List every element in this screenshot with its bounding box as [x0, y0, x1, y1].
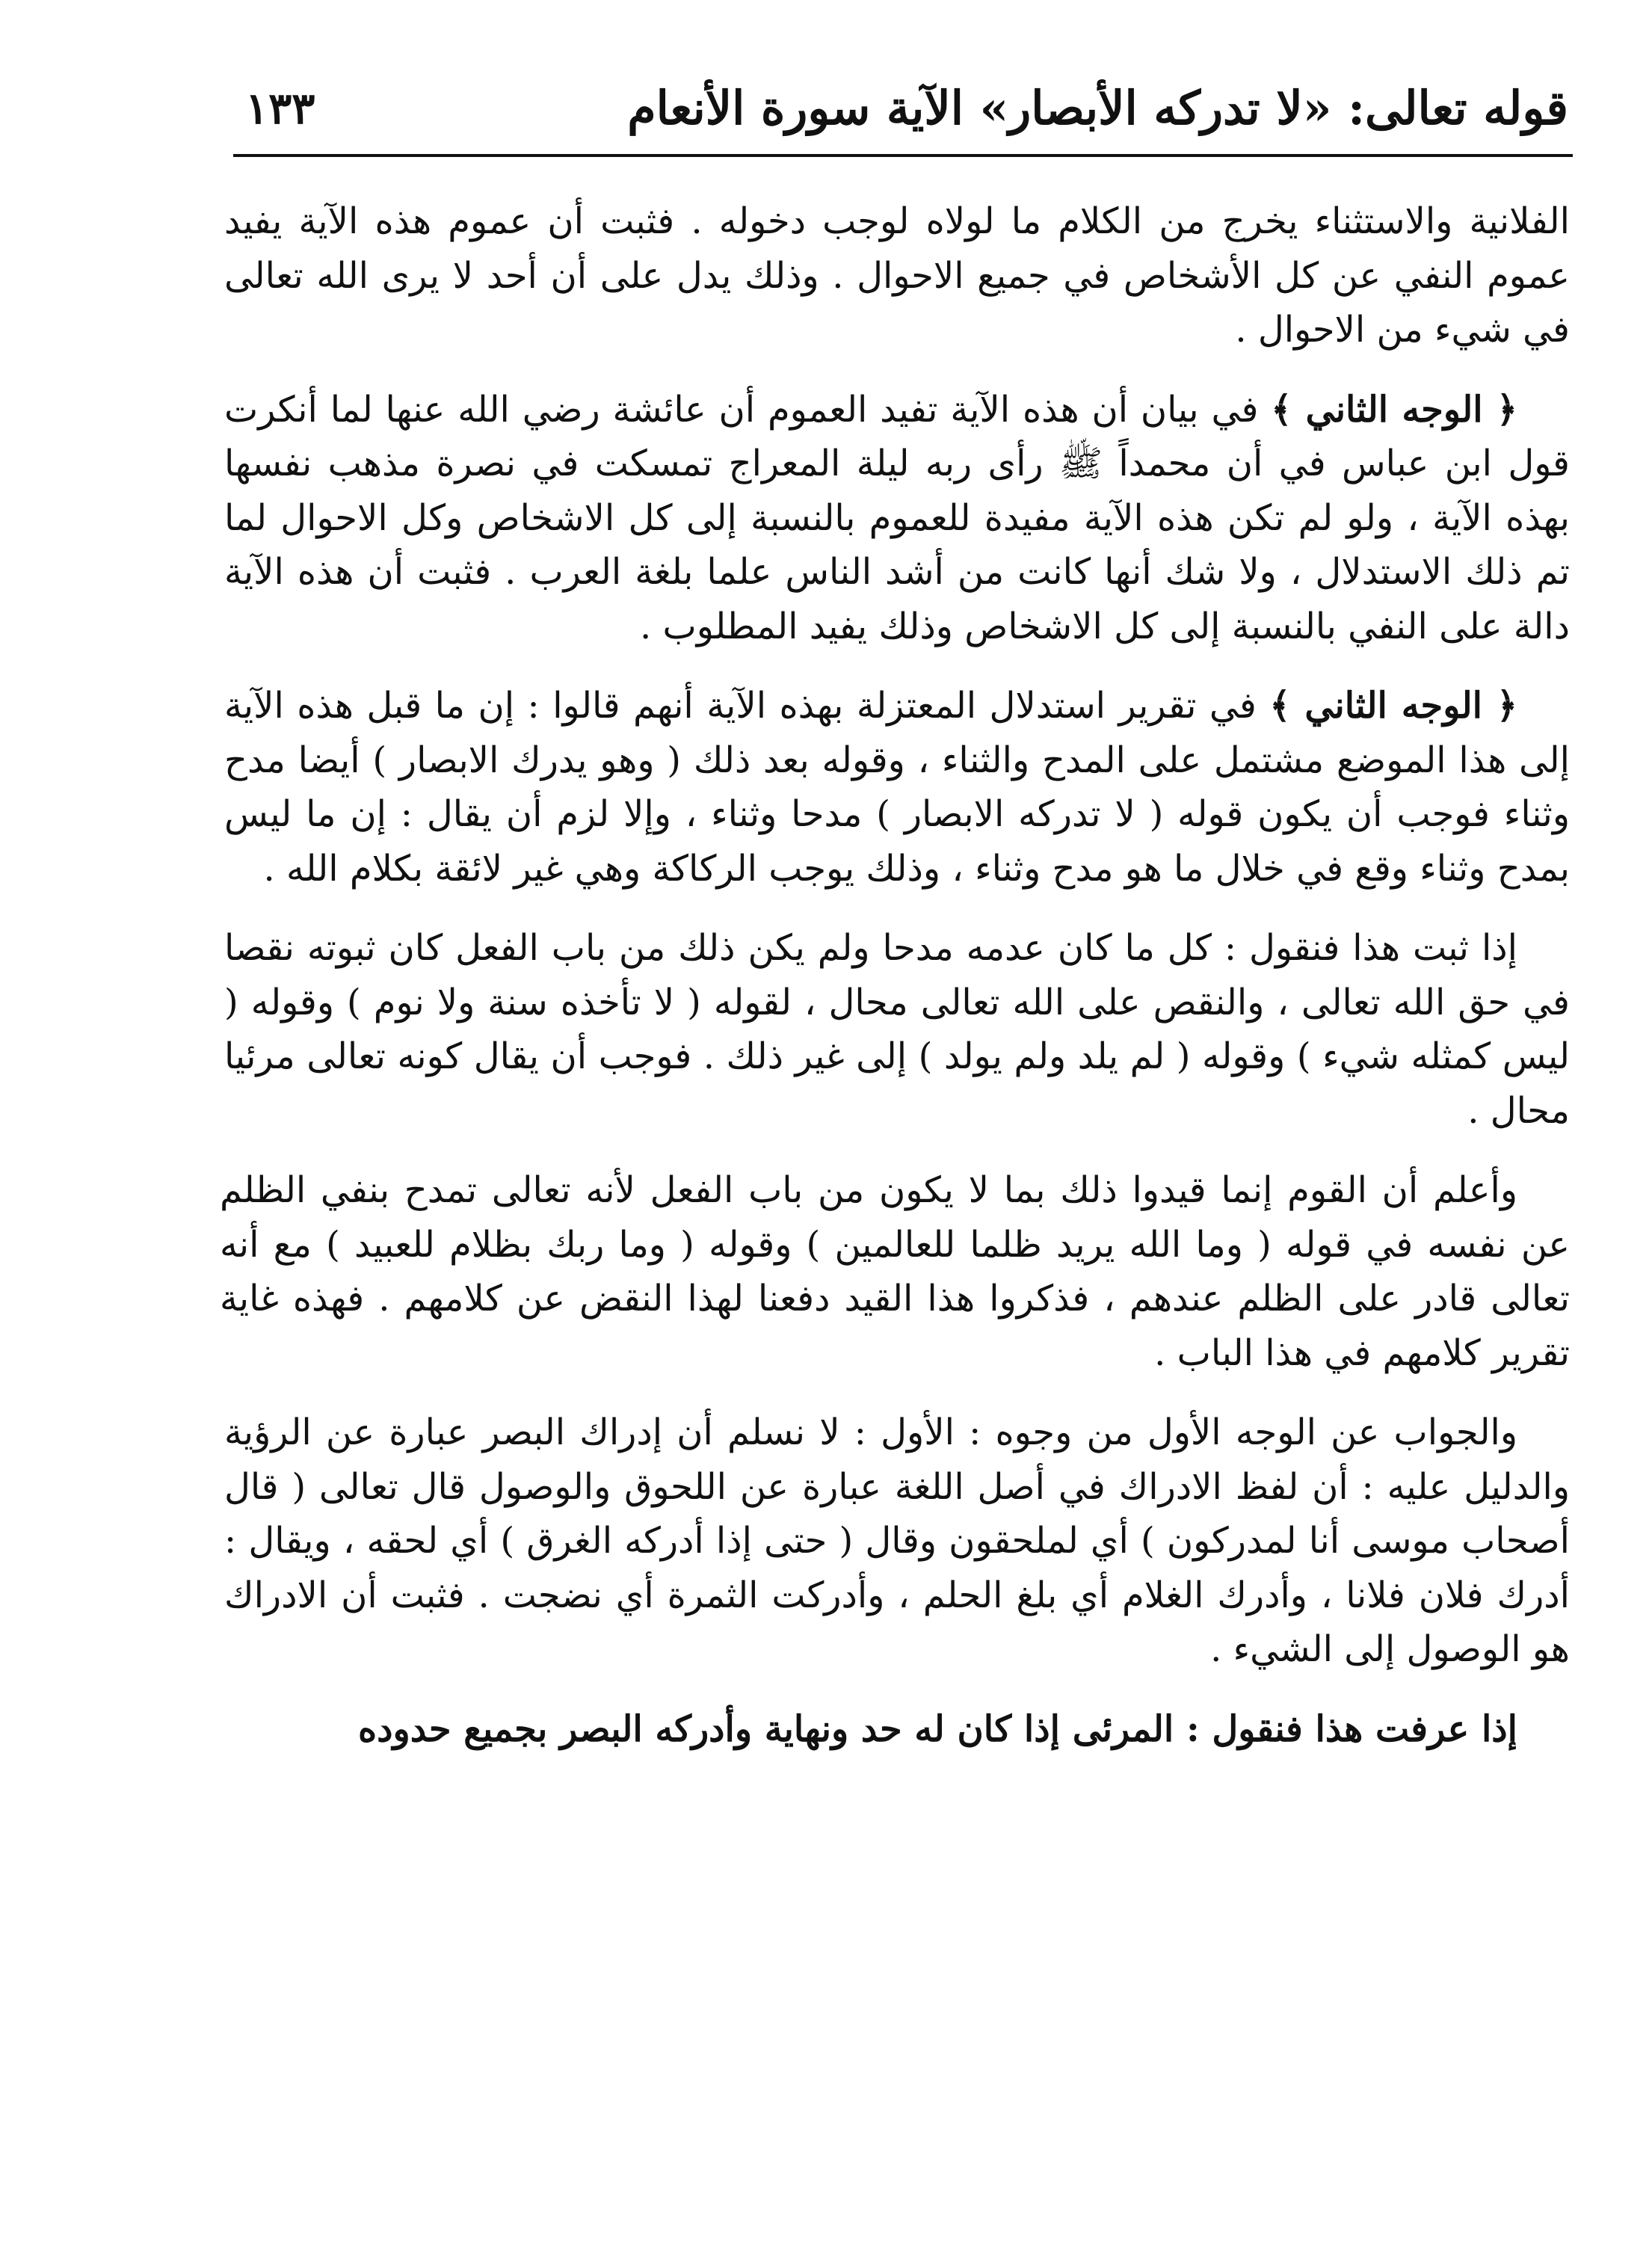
body-text — [220, 194, 1571, 1782]
header-rule — [233, 154, 1573, 157]
paragraph-text: والجواب عن الوجه الأول من وجوه : الأول : لا نسلم أن إدراك البصر عبارة عن الرؤية والدليل عليه : أن لفظ الادراك في أصل اللغة عبارة عن اللحوق والوصول قال تعالى ( قال أصحاب موسى أنا لمدركون ) أي لملحقون وقال ( حتى إذا أدركه الغرق ) أي لحقه ، ويقال : أدرك فلان فلانا ، وأدرك الغلام أي بلغ الحلم ، وأدركت الثمرة أي نضجت . فثبت أن الادراك هو الوصول إلى الشيء . — [224, 1411, 1571, 1670]
paragraph-text: إذا ثبت هذا فنقول : كل ما كان عدمه مدحا ولم يكن ذلك من باب الفعل كان ثبوته نقصا في حق الله تعالى ، والنقص على الله تعالى محال ، لقوله ( لا تأخذه سنة ولا نوم ) وقوله ( ليس كمثله شيء ) وقوله ( لم يلد ولم يولد ) إلى غير ذلك . فوجب أن يقال كونه تعالى مرئيا محال . — [224, 927, 1570, 1132]
paragraph-5 — [220, 1163, 1570, 1380]
paragraph-2 — [224, 383, 1570, 654]
paragraph-text: الفلانية والاستثناء يخرج من الكلام ما لولاه لوجب دخوله . فثبت أن عموم هذه الآية يفيد عموم النفي عن كل الأشخاص في جميع الاحوال . وذلك يدل على أن أحد لا يرى الله تعالى في شيء من الاحوال . — [224, 200, 1571, 351]
paragraph-text: إذا عرفت هذا فنقول : المرئى إذا كان له حد ونهاية وأدركه البصر بجميع حدوده — [358, 1707, 1517, 1750]
page-number: ١٣٣ — [245, 83, 315, 134]
paragraph-lead: ﴿ الوجه الثاني ﴾ — [1269, 685, 1518, 727]
paragraph-text: في بيان أن هذه الآية تفيد العموم أن عائشة رضي الله عنها لما أنكرت قول ابن عباس في أن محمداً ﷺ رأى ربه ليلة المعراج تمسكت في نصرة مذهب نفسها بهذه الآية ، ولو لم تكن هذه الآية مفيدة للعموم بالنسبة إلى كل الاشخاص وكل الاحوال لما تم ذلك الاستدلال ، ولا شك أنها كانت من أشد الناس علما بلغة العرب . فثبت أن هذه الآية دالة على النفي بالنسبة إلى كل الاشخاص وذلك يفيد المطلوب . — [224, 388, 1570, 647]
paragraph-text: في تقرير استدلال المعتزلة بهذه الآية أنهم قالوا : إن ما قبل هذه الآية إلى هذا الموضع مشتمل على المدح والثناء ، وقوله بعد ذلك ( وهو يدرك الابصار ) أيضا مدح وثناء فوجب أن يكون قوله ( لا تدركه الابصار ) مدحا وثناء ، وإلا لزم أن يقال : إن ما ليس بمدح وثناء وقع في خلال ما هو مدح وثناء ، وذلك يوجب الركاكة وهي غير لائقة بكلام الله . — [224, 685, 1570, 890]
paragraph-4 — [224, 921, 1570, 1138]
paragraph-7 — [224, 1702, 1570, 1757]
paragraph-1 — [224, 194, 1570, 357]
paragraph-6 — [224, 1405, 1570, 1677]
paragraph-text: وأعلم أن القوم إنما قيدوا ذلك بما لا يكون من باب الفعل لأنه تعالى تمدح بنفي الظلم عن نفسه في قوله ( وما الله يريد ظلما للعالمين ) وقوله ( وما ربك بظلام للعبيد ) مع أنه تعالى قادر على الظلم عندهم ، فذكروا هذا القيد دفعنا لهذا النقض عن كلامهم . فهذه غاية تقرير كلامهم في هذا الباب . — [220, 1169, 1570, 1374]
paragraph-3 — [224, 679, 1570, 896]
header-title: قوله تعالى: «لا تدركه الأبصار» الآية سورة الأنعام — [627, 81, 1568, 135]
paragraph-lead: ﴿ الوجه الثاني ﴾ — [1271, 388, 1518, 431]
running-header — [238, 75, 1568, 142]
